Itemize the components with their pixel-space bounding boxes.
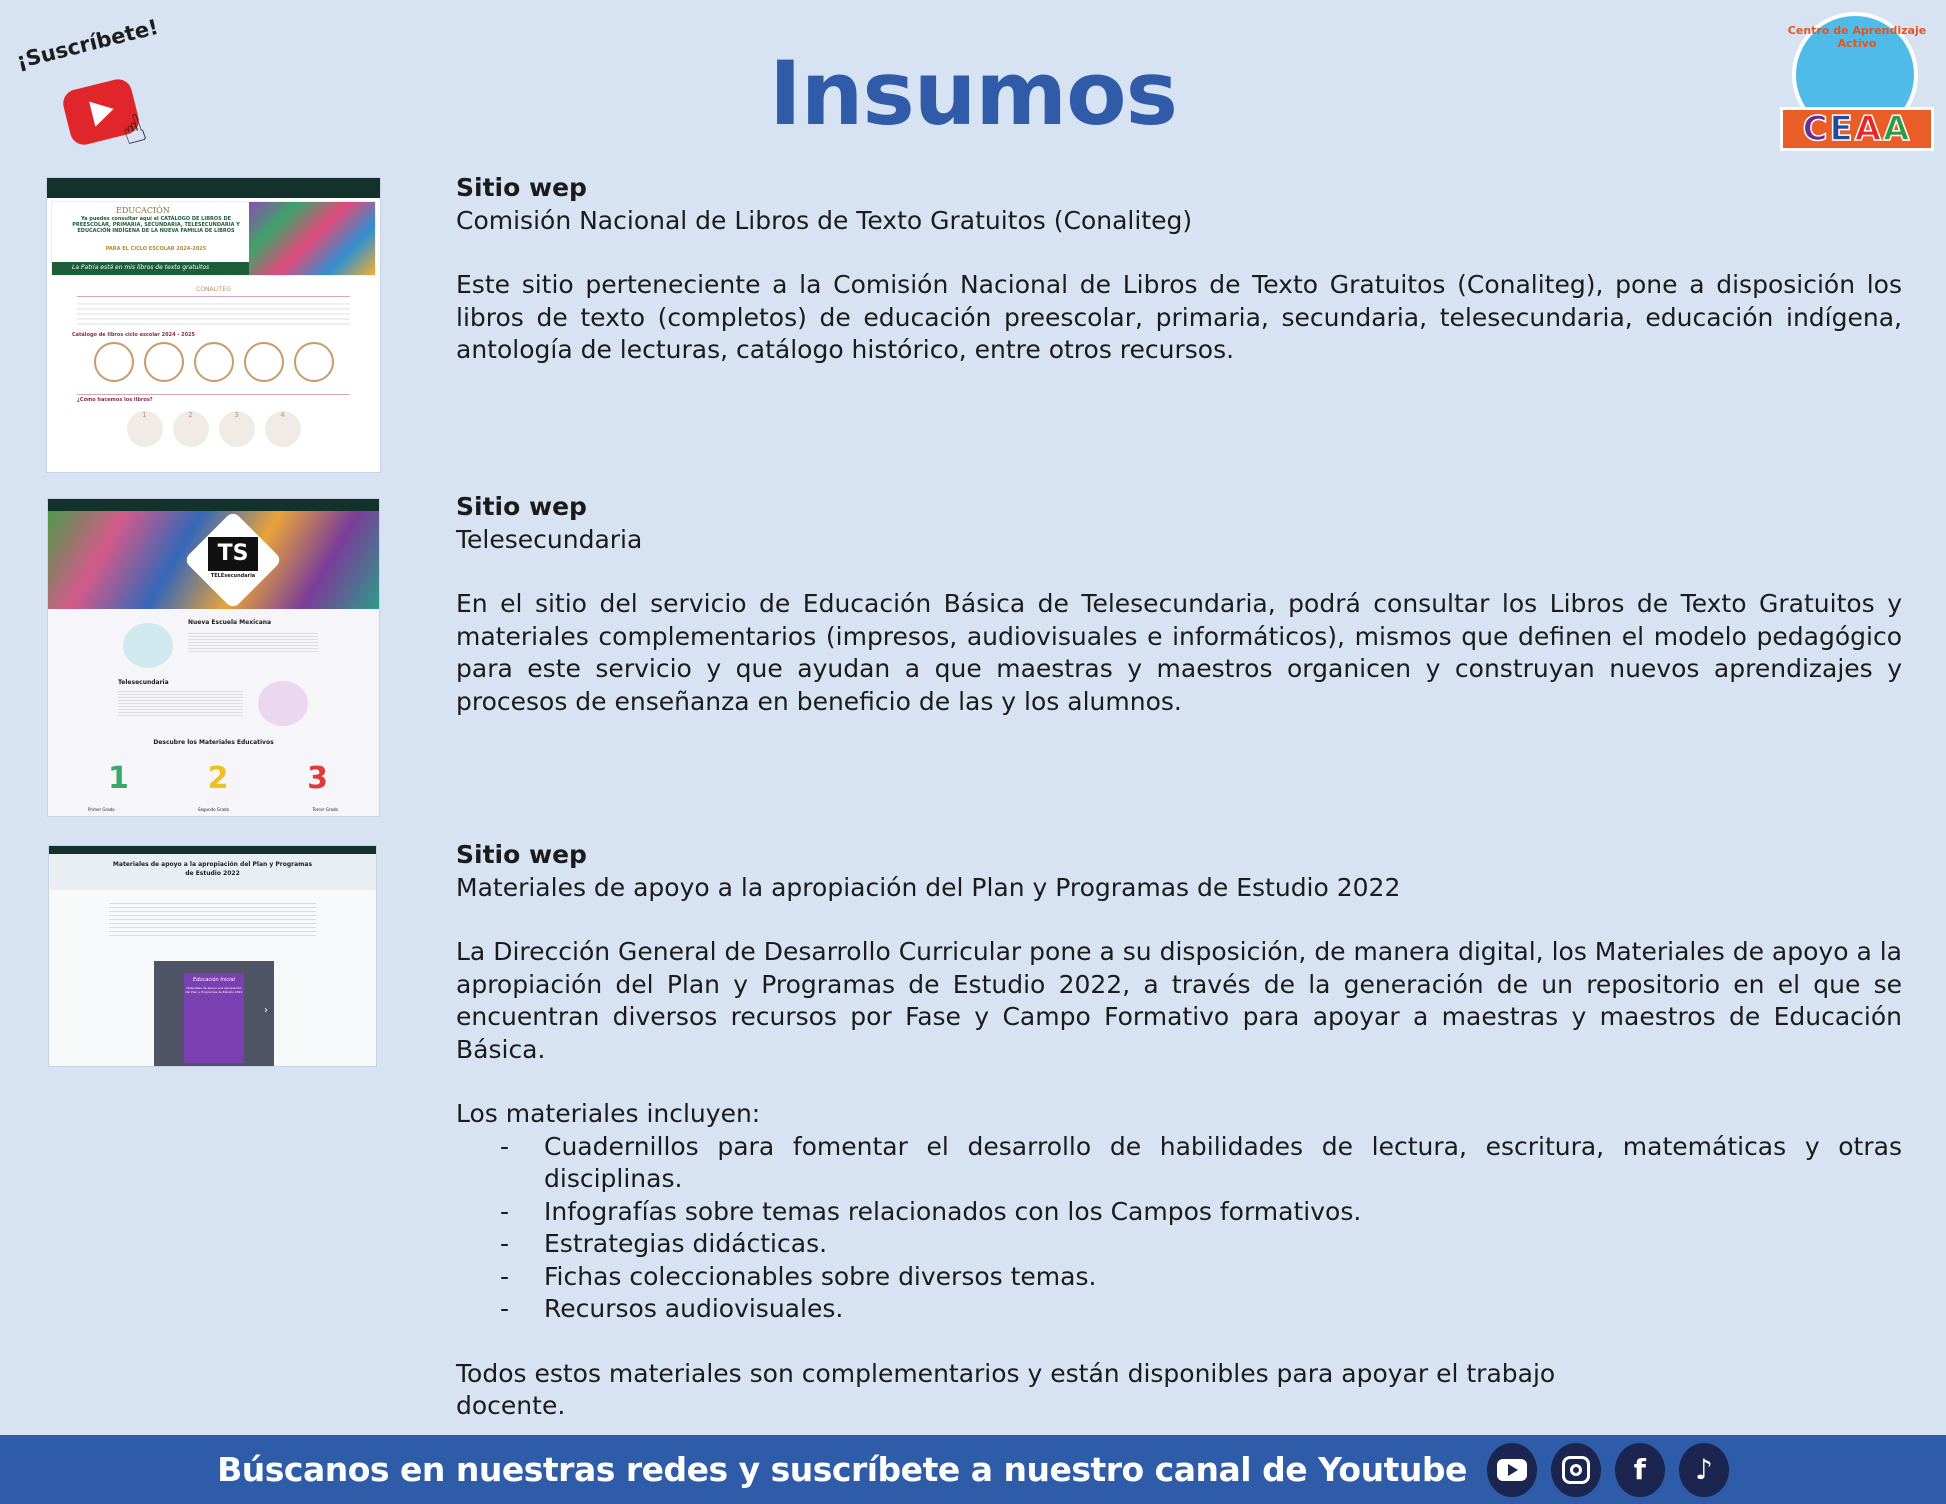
section-body: Este sitio perteneciente a la Comisión Nacional de Libros de Texto Gratuitos (Conaliteg), pone a disposición los libros de texto (completos) de educación preescolar, primaria, secundaria, telesecundaria, educación indígena, antología de lecturas, catálogo histórico, entre otros recursos. [456, 270, 1902, 364]
footer-text: Búscanos en nuestras redes y suscríbete a nuestro canal de Youtube [217, 1450, 1467, 1489]
ceaa-logo: Centro de Aprendizaje Activo CEAA [1780, 12, 1934, 152]
section-body: La Dirección General de Desarrollo Curricular pone a su disposición, de manera digital, los Materiales de apoyo a la apropiación del Plan y Programas de Estudio 2022, a través de la generación de un repositorio en el que se encuentran diversos recursos por Fase y Campo Formativo para apoyar a maestras y maestros de Educación Básica. [456, 937, 1902, 1064]
closing-text: Todos estos materiales son complementarios y están disponibles para apoyar el trabajo docente. [456, 1358, 1556, 1420]
section-telesecundaria [456, 491, 1902, 718]
subscribe-label: ¡Suscríbete! [14, 14, 161, 74]
footer-bar [0, 1435, 1946, 1504]
carousel-next-icon[interactable]: › [264, 1005, 268, 1016]
list-item: - Cuadernillos para fomentar el desarrollo de habilidades de lectura, escritura, matemáticas y otras disciplinas. [500, 1131, 1902, 1196]
telesecundaria-screenshot[interactable]: TS TELEsecundaria Nueva Escuela Mexicana Telesecundaria Descubre los Materiales Educativos 1 2 3 Primer Grado Segundo Grado Tercer Grado [47, 498, 380, 817]
list-item: - Fichas coleccionables sobre diversos temas. [500, 1261, 1902, 1294]
pointer-hand-icon: ☝ [115, 105, 152, 155]
list-item: - Estrategias didácticas. [500, 1228, 1902, 1261]
tiktok-icon[interactable]: ♪ [1679, 1443, 1729, 1497]
site-name: Comisión Nacional de Libros de Texto Gratuitos (Conaliteg) [456, 205, 1193, 235]
facebook-icon[interactable]: f [1615, 1443, 1665, 1497]
section-heading: Sitio wep [456, 492, 587, 521]
site-name: Telesecundaria [456, 524, 643, 554]
section-body: En el sitio del servicio de Educación Básica de Telesecundaria, podrá consultar los Libros de Texto Gratuitos y materiales complementarios (impresos, audiovisuales e informáticos), mismos que definen el modelo pedagógico para este servicio y que ayudan a que maestras y maestros organicen y construyan nuevos aprendizajes y procesos de enseñanza en beneficio de las y los alumnos. [456, 589, 1902, 716]
section-conaliteg [456, 172, 1902, 367]
site-name: Materiales de apoyo a la apropiación del Plan y Programas de Estudio 2022 [456, 872, 1401, 902]
page-title: Insumos [769, 42, 1177, 145]
section-heading: Sitio wep [456, 840, 587, 869]
materials-list [500, 1131, 1902, 1326]
list-intro: Los materiales incluyen: [456, 1099, 761, 1128]
list-item: - Recursos audiovisuales. [500, 1293, 1902, 1326]
materiales-apoyo-screenshot[interactable]: Materiales de apoyo a la apropiación del Plan y Programas de Estudio 2022 Educación Inicial Materiales de apoyo a la apropiación del Plan y Programas de Estudio 2022 › [48, 845, 377, 1067]
instagram-icon[interactable] [1551, 1443, 1601, 1497]
list-item: - Infografías sobre temas relacionados con los Campos formativos. [500, 1196, 1902, 1229]
section-materiales [456, 839, 1902, 1423]
conaliteg-screenshot[interactable]: EDUCACIÓN Ya puedes consultar aquí el CATÁLOGO DE LIBROS DE PREESCOLAR, PRIMARIA, SECUNDARIA, TELESECUNDARIA Y EDUCACIÓN INDÍGENA DE LA NUEVA FAMILIA DE LIBROS PARA EL CICLO ESCOLAR 2024-2025 La Patria está en mis libros de texto gratuitos CONALITEG Catálogo de libros ciclo escolar 2024 - 2025 ¿Cómo hacemos los libros? 1 2 3 4 [46, 177, 381, 473]
section-heading: Sitio wep [456, 173, 587, 202]
youtube-icon[interactable] [1487, 1443, 1537, 1497]
